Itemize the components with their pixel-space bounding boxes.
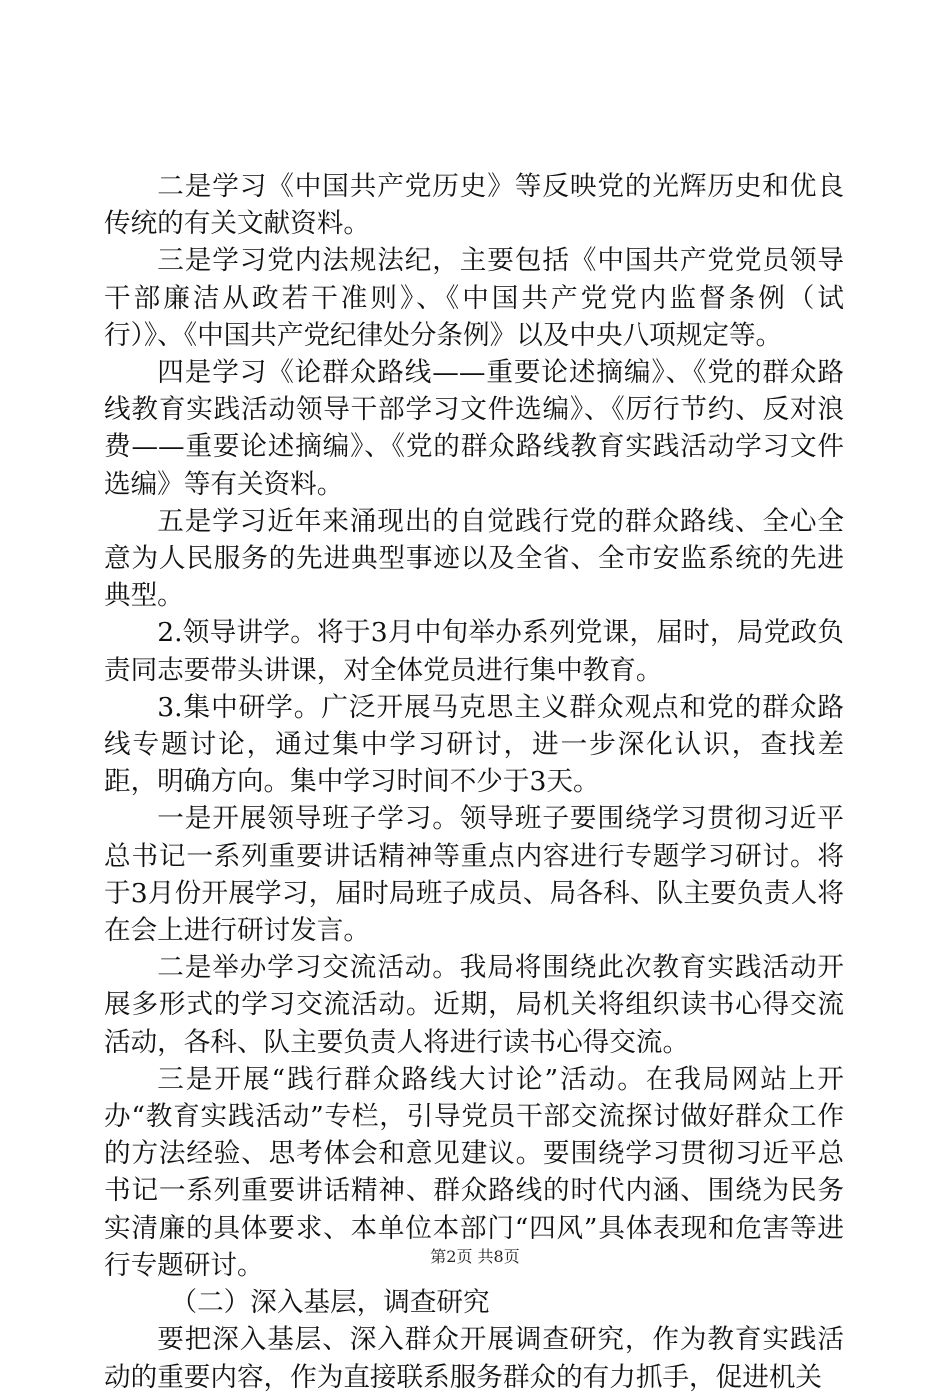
paragraph-model-examples: 五是学习近年来涌现出的自觉践行党的群众路线、全心全意为人民服务的先进典型事迹以及全省、全市安监系统的先进典型。 bbox=[104, 505, 844, 612]
paragraph-leader-lectures: 2.领导讲学。将于3月中旬举办系列党课，届时，局党政负责同志要带头讲课，对全体党员进行集中教育。 bbox=[104, 617, 844, 686]
paragraph-history-study: 二是学习《中国共产党历史》等反映党的光辉历史和优良传统的有关文献资料。 bbox=[104, 171, 844, 240]
paragraph-party-regulations: 三是学习党内法规法纪，主要包括《中国共产党党员领导干部廉洁从政若干准则》、《中国共产党党内监督条例（试行）》、《中国共产党纪律处分条例》以及中央八项规定等。 bbox=[104, 245, 844, 351]
paragraph-group-study: 3.集中研学。广泛开展马克思主义群众观点和党的群众路线专题讨论，通过集中学习研讨，进一步深化认识，查找差距，明确方向。集中学习时间不少于3天。 bbox=[104, 691, 844, 798]
section-heading: （二）深入基层，调查研究 bbox=[170, 1287, 490, 1319]
document-body bbox=[104, 168, 844, 1396]
paragraph-mass-line-materials: 四是学习《论群众路线——重要论述摘编》、《党的群众路线教育实践活动领导干部学习文件选编》、《厉行节约、反对浪费——重要论述摘编》、《党的群众路线教育实践活动学习文件选编》等有关资料。 bbox=[104, 357, 844, 500]
paragraph-exchange-activities: 二是举办学习交流活动。我局将围绕此次教育实践活动开展多形式的学习交流活动。近期，局机关将组织读书心得交流活动，各科、队主要负责人将进行读书心得交流。 bbox=[104, 952, 844, 1058]
paragraph-discussion-activity: 三是开展“践行群众路线大讨论”活动。在我局网站上开办“教育实践活动”专栏，引导党员干部交流探讨做好群众工作的方法经验、思考体会和意见建议。要围绕学习贯彻习近平总书记一系列重要讲话精神、群众路线的时代内涵、围绕为民务实清廉的具体要求、本单位本部门“四风”具体表现和危害等进行专题研讨。 bbox=[104, 1063, 844, 1281]
paragraph-research: 要把深入基层、深入群众开展调查研究，作为教育实践活动的重要内容，作为直接联系服务群众的有力抓手，促进机关 bbox=[104, 1324, 844, 1393]
page-number-footer: 第2页 共8页 bbox=[430, 1247, 520, 1266]
paragraph-leadership-study: 一是开展领导班子学习。领导班子要围绕学习贯彻习近平总书记一系列重要讲话精神等重点内容进行专题学习研讨。将于3月份开展学习，届时局班子成员、局各科、队主要负责人将在会上进行研讨发言。 bbox=[104, 803, 844, 947]
